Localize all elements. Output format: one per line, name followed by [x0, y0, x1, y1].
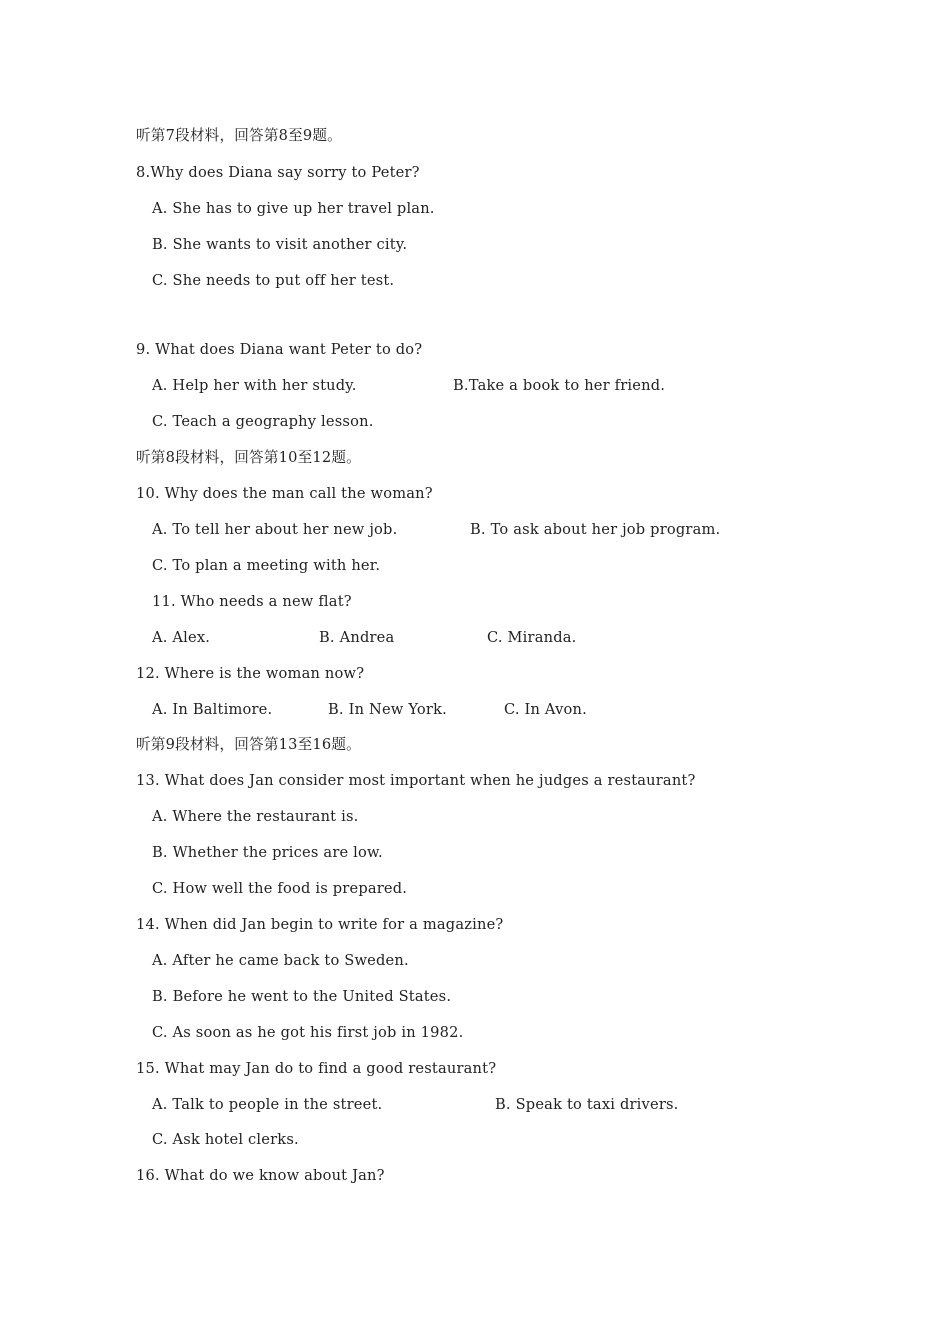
question-9-option-b: B.Take a book to her friend.	[453, 377, 666, 394]
question-15-option-b: B. Speak to taxi drivers.	[495, 1096, 679, 1113]
section-8-heading: 听第8段材料，回答第10至12题。	[136, 449, 361, 466]
question-14-option-c: C. As soon as he got his first job in 1982.	[152, 1024, 464, 1041]
question-15-option-c: C. Ask hotel clerks.	[152, 1131, 299, 1148]
question-8-option-c: C. She needs to put off her test.	[152, 272, 395, 289]
question-13-option-c: C. How well the food is prepared.	[152, 880, 408, 897]
question-14-stem: 14. When did Jan begin to write for a magazine?	[136, 916, 504, 933]
question-11-option-a: A. Alex.	[152, 629, 211, 646]
question-14-option-b: B. Before he went to the United States.	[152, 988, 452, 1005]
question-9-option-c: C. Teach a geography lesson.	[152, 413, 374, 430]
question-10-stem: 10. Why does the man call the woman?	[136, 485, 433, 502]
question-11-option-b: B. Andrea	[319, 629, 395, 646]
question-14-option-a: A. After he came back to Sweden.	[152, 952, 409, 969]
question-13-stem: 13. What does Jan consider most important when he judges a restaurant?	[136, 772, 696, 789]
question-10-option-c: C. To plan a meeting with her.	[152, 557, 381, 574]
question-12-option-c: C. In Avon.	[504, 701, 587, 718]
question-8-option-b: B. She wants to visit another city.	[152, 236, 408, 253]
question-10-option-a: A. To tell her about her new job.	[152, 521, 398, 538]
question-15-option-a: A. Talk to people in the street.	[152, 1096, 383, 1113]
section-9-heading: 听第9段材料，回答第13至16题。	[136, 736, 361, 753]
question-11-stem: 11. Who needs a new flat?	[152, 593, 352, 610]
question-9-option-a: A. Help her with her study.	[152, 377, 357, 394]
question-11-option-c: C. Miranda.	[487, 629, 577, 646]
question-13-option-a: A. Where the restaurant is.	[152, 808, 359, 825]
question-13-option-b: B. Whether the prices are low.	[152, 844, 383, 861]
question-15-stem: 15. What may Jan do to find a good restaurant?	[136, 1060, 497, 1077]
question-12-stem: 12. Where is the woman now?	[136, 665, 365, 682]
question-8-stem: 8.Why does Diana say sorry to Peter?	[136, 164, 420, 181]
question-10-option-b: B. To ask about her job program.	[470, 521, 721, 538]
question-8-option-a: A. She has to give up her travel plan.	[152, 200, 435, 217]
question-16-stem: 16. What do we know about Jan?	[136, 1167, 385, 1184]
question-12-option-a: A. In Baltimore.	[152, 701, 273, 718]
question-12-option-b: B. In New York.	[328, 701, 447, 718]
section-7-heading: 听第7段材料，回答第8至9题。	[136, 127, 342, 144]
question-9-stem: 9. What does Diana want Peter to do?	[136, 341, 423, 358]
